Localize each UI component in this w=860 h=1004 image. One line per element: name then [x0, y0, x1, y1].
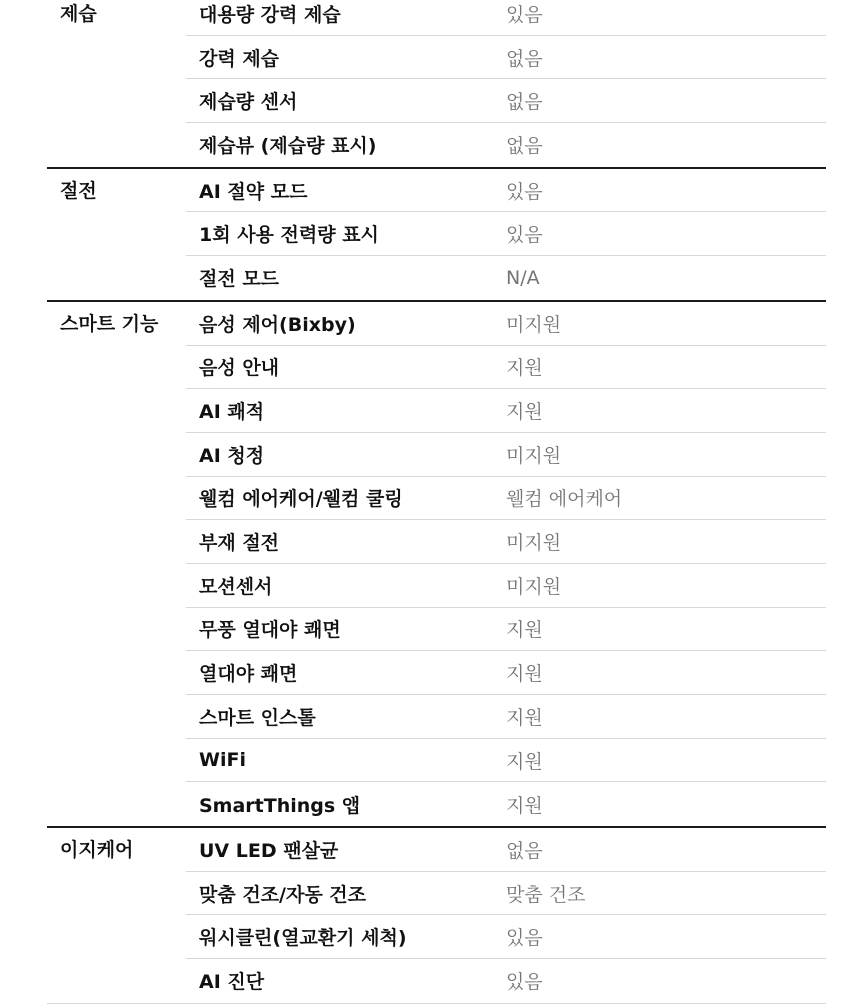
- spec-row: [186, 36, 826, 80]
- spec-row: [186, 389, 826, 433]
- spec-value: 지원: [506, 794, 543, 817]
- spec-section-easy-care: [47, 828, 826, 1004]
- spec-label: SmartThings 앱: [199, 794, 361, 817]
- spec-label: WiFi: [199, 749, 246, 772]
- section-title: 스마트 기능: [60, 312, 159, 335]
- spec-label: 열대야 쾌면: [199, 663, 298, 686]
- spec-section-dehumidify: [47, 0, 826, 169]
- spec-table: [47, 0, 826, 1004]
- spec-row: [186, 520, 826, 564]
- spec-value: 지원: [506, 663, 543, 686]
- spec-value: 미지원: [506, 444, 562, 467]
- spec-row: [186, 828, 826, 872]
- spec-value: 없음: [506, 91, 543, 114]
- spec-value: 미지원: [506, 575, 562, 598]
- spec-label: 제습뷰 (제습량 표시): [199, 135, 377, 158]
- spec-section-power-saving: [47, 169, 826, 302]
- spec-value: N/A: [506, 266, 540, 289]
- spec-value: 맞춤 건조: [506, 883, 586, 906]
- spec-label: UV LED 팬살균: [199, 839, 339, 862]
- spec-row: [186, 651, 826, 695]
- spec-label: 무풍 열대야 쾌면: [199, 619, 341, 642]
- spec-value: 없음: [506, 135, 543, 158]
- spec-row: [186, 959, 826, 1003]
- spec-row: [186, 79, 826, 123]
- spec-value: 있음: [506, 927, 543, 950]
- spec-row: [186, 433, 826, 477]
- spec-row: [186, 695, 826, 739]
- spec-row: [186, 169, 826, 213]
- spec-row: [186, 256, 826, 300]
- spec-value: 없음: [506, 47, 543, 70]
- spec-row: [186, 915, 826, 959]
- spec-row: [186, 564, 826, 608]
- spec-value: 웰컴 에어케어: [506, 488, 623, 511]
- spec-rows: [186, 302, 826, 826]
- spec-section-smart-features: [47, 302, 826, 828]
- spec-value: 있음: [506, 3, 543, 26]
- spec-row: [186, 0, 826, 36]
- spec-row: [186, 608, 826, 652]
- spec-value: 지원: [506, 706, 543, 729]
- spec-label: 대용량 강력 제습: [199, 3, 341, 26]
- spec-value: 있음: [506, 971, 543, 994]
- spec-label: 강력 제습: [199, 47, 280, 70]
- spec-row: [186, 739, 826, 783]
- spec-row: [186, 346, 826, 390]
- spec-label: AI 절약 모드: [199, 180, 308, 203]
- spec-row: [186, 212, 826, 256]
- spec-label: AI 쾌적: [199, 401, 265, 424]
- spec-label: 웰컴 에어케어/웰컴 쿨링: [199, 488, 403, 511]
- spec-row: [186, 123, 826, 167]
- spec-value: 미지원: [506, 532, 562, 555]
- spec-label: 음성 안내: [199, 357, 280, 380]
- spec-label: 음성 제어(Bixby): [199, 313, 356, 336]
- spec-label: 절전 모드: [199, 268, 280, 291]
- spec-value: 미지원: [506, 313, 562, 336]
- spec-value: 지원: [506, 401, 543, 424]
- section-title: 이지케어: [60, 839, 134, 862]
- spec-row: [186, 872, 826, 916]
- spec-label: 부재 절전: [199, 532, 280, 555]
- spec-label: 워시클린(열교환기 세척): [199, 927, 407, 950]
- section-title: 절전: [60, 179, 97, 202]
- spec-value: 지원: [506, 357, 543, 380]
- spec-value: 지원: [506, 619, 543, 642]
- spec-value: 있음: [506, 224, 543, 247]
- spec-rows: [186, 0, 826, 167]
- spec-label: AI 청정: [199, 444, 265, 467]
- spec-label: 1회 사용 전력량 표시: [199, 224, 379, 247]
- spec-label: 맞춤 건조/자동 건조: [199, 883, 367, 906]
- spec-row: [186, 477, 826, 521]
- spec-label: 제습량 센서: [199, 91, 298, 114]
- spec-value: 지원: [506, 750, 543, 773]
- spec-label: 모션센서: [199, 575, 273, 598]
- spec-rows: [186, 828, 826, 1003]
- spec-row: [186, 302, 826, 346]
- spec-label: 스마트 인스톨: [199, 706, 316, 729]
- spec-row: [186, 782, 826, 826]
- spec-rows: [186, 169, 826, 300]
- spec-label: AI 진단: [199, 971, 265, 994]
- spec-value: 있음: [506, 180, 543, 203]
- spec-value: 없음: [506, 839, 543, 862]
- section-title: 제습: [60, 3, 97, 25]
